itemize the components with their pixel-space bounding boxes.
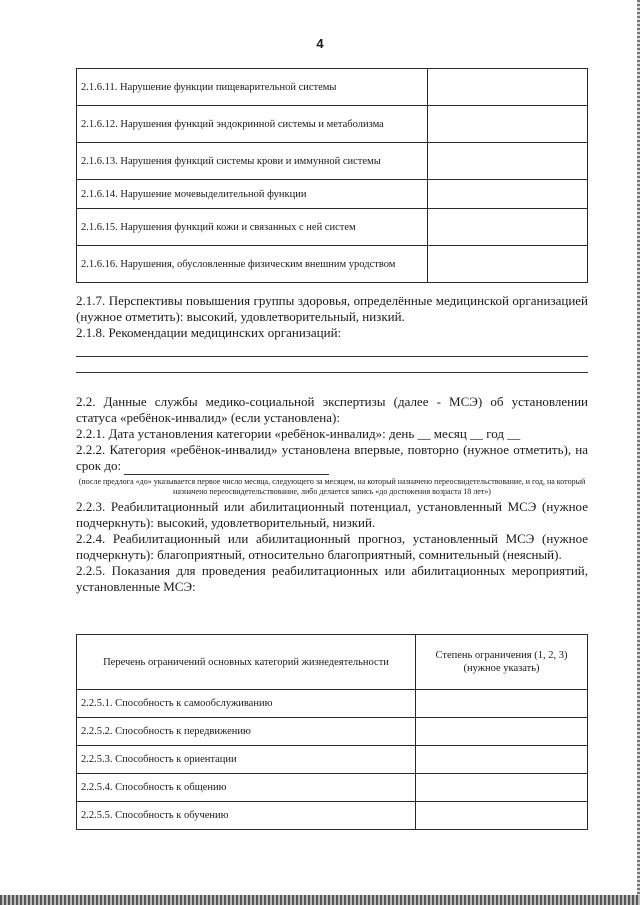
table-cell-value[interactable]	[416, 774, 588, 802]
paragraph-2-1-7: 2.1.7. Перспективы повышения группы здоровья, определённые медицинской организацией (нужное отметить): высокий, удовлетворительный, низкий.	[76, 293, 588, 324]
table-cell-label: 2.1.6.13. Нарушения функций системы крови и иммунной системы	[77, 143, 428, 180]
table-cell-label: 2.1.6.11. Нарушение функции пищеварительной системы	[77, 69, 428, 106]
paragraph-2-2: 2.2. Данные службы медико-социальной экспертизы (далее - МСЭ) об установлении статуса «ребёнок-инвалид» (если установлена):	[76, 394, 588, 425]
table-cell-value[interactable]	[416, 802, 588, 830]
paragraph-2-2-2	[76, 442, 588, 475]
paragraph-2-2-2-text: 2.2.2. Категория «ребёнок-инвалид» установлена впервые, повторно (нужное отметить), на срок до:	[76, 442, 588, 473]
table-row	[77, 209, 588, 246]
paragraph-2-2-5: 2.2.5. Показания для проведения реабилитационных или абилитационных мероприятий, установленные МСЭ:	[76, 563, 588, 594]
paragraph-2-1-8: 2.1.8. Рекомендации медицинских организаций:	[76, 325, 342, 340]
table-cell-label: 2.2.5.4. Способность к общению	[77, 774, 416, 802]
table-cell-value[interactable]	[416, 718, 588, 746]
section-2-1-7-2-1-8	[76, 293, 588, 373]
table-cell-label: 2.1.6.16. Нарушения, обусловленные физическим внешним уродством	[77, 246, 428, 283]
page-number: 4	[316, 36, 324, 51]
table-cell-label: 2.2.5.5. Способность к обучению	[77, 802, 416, 830]
table-row	[77, 143, 588, 180]
table-row	[77, 69, 588, 106]
recommendations-line-1[interactable]	[76, 341, 588, 357]
table-cell-value[interactable]	[428, 180, 588, 209]
header-limitations: Перечень ограничений основных категорий жизнедеятельности	[77, 635, 416, 690]
table-cell-value[interactable]	[428, 246, 588, 283]
term-note: (после предлога «до» указывается первое число месяца, следующего за месяцем, на который назначено переосвидетельствование, и год, на который назначено переосвидетельствование, либо делается запись «до достижения возраста 18 лет»)	[78, 477, 586, 496]
table-row	[77, 246, 588, 283]
table-row	[77, 718, 588, 746]
table-row	[77, 180, 588, 209]
table-row	[77, 690, 588, 718]
term-until-field[interactable]	[124, 458, 329, 475]
header-degree: Степень ограничения (1, 2, 3) (нужное указать)	[416, 635, 588, 690]
paragraph-2-2-3: 2.2.3. Реабилитационный или абилитационный потенциал, установленный МСЭ (нужное подчеркнуть): высокий, удовлетворительный, низкий.	[76, 499, 588, 530]
table-header-row	[77, 635, 588, 690]
table-cell-label: 2.2.5.1. Способность к самообслуживанию	[77, 690, 416, 718]
section-2-2	[76, 394, 588, 595]
table-cell-value[interactable]	[428, 143, 588, 180]
paragraph-2-2-4: 2.2.4. Реабилитационный или абилитационный прогноз, установленный МСЭ (нужное подчеркнуть): благоприятный, относительно благоприятный, сомнительный (неясный).	[76, 531, 588, 562]
table-cell-label: 2.2.5.3. Способность к ориентации	[77, 746, 416, 774]
table-cell-value[interactable]	[428, 69, 588, 106]
table-cell-value[interactable]	[416, 690, 588, 718]
table-cell-value[interactable]	[416, 746, 588, 774]
recommendations-line-2[interactable]	[76, 357, 588, 373]
table-row	[77, 746, 588, 774]
table-cell-label: 2.1.6.12. Нарушения функций эндокринной системы и метаболизма	[77, 106, 428, 143]
table-cell-label: 2.1.6.14. Нарушение мочевыделительной функции	[77, 180, 428, 209]
life-activity-limitations-table	[76, 634, 588, 830]
table-cell-value[interactable]	[428, 209, 588, 246]
table-row	[77, 802, 588, 830]
table-row	[77, 774, 588, 802]
table-row	[77, 106, 588, 143]
table-cell-label: 2.2.5.2. Способность к передвижению	[77, 718, 416, 746]
table-cell-value[interactable]	[428, 106, 588, 143]
table-cell-label: 2.1.6.15. Нарушения функций кожи и связанных с ней систем	[77, 209, 428, 246]
scan-edge-bottom	[0, 895, 640, 905]
health-disorders-table	[76, 68, 588, 283]
paragraph-2-2-1: 2.2.1. Дата установления категории «ребёнок-инвалид»: день __ месяц __ год __	[76, 426, 521, 441]
